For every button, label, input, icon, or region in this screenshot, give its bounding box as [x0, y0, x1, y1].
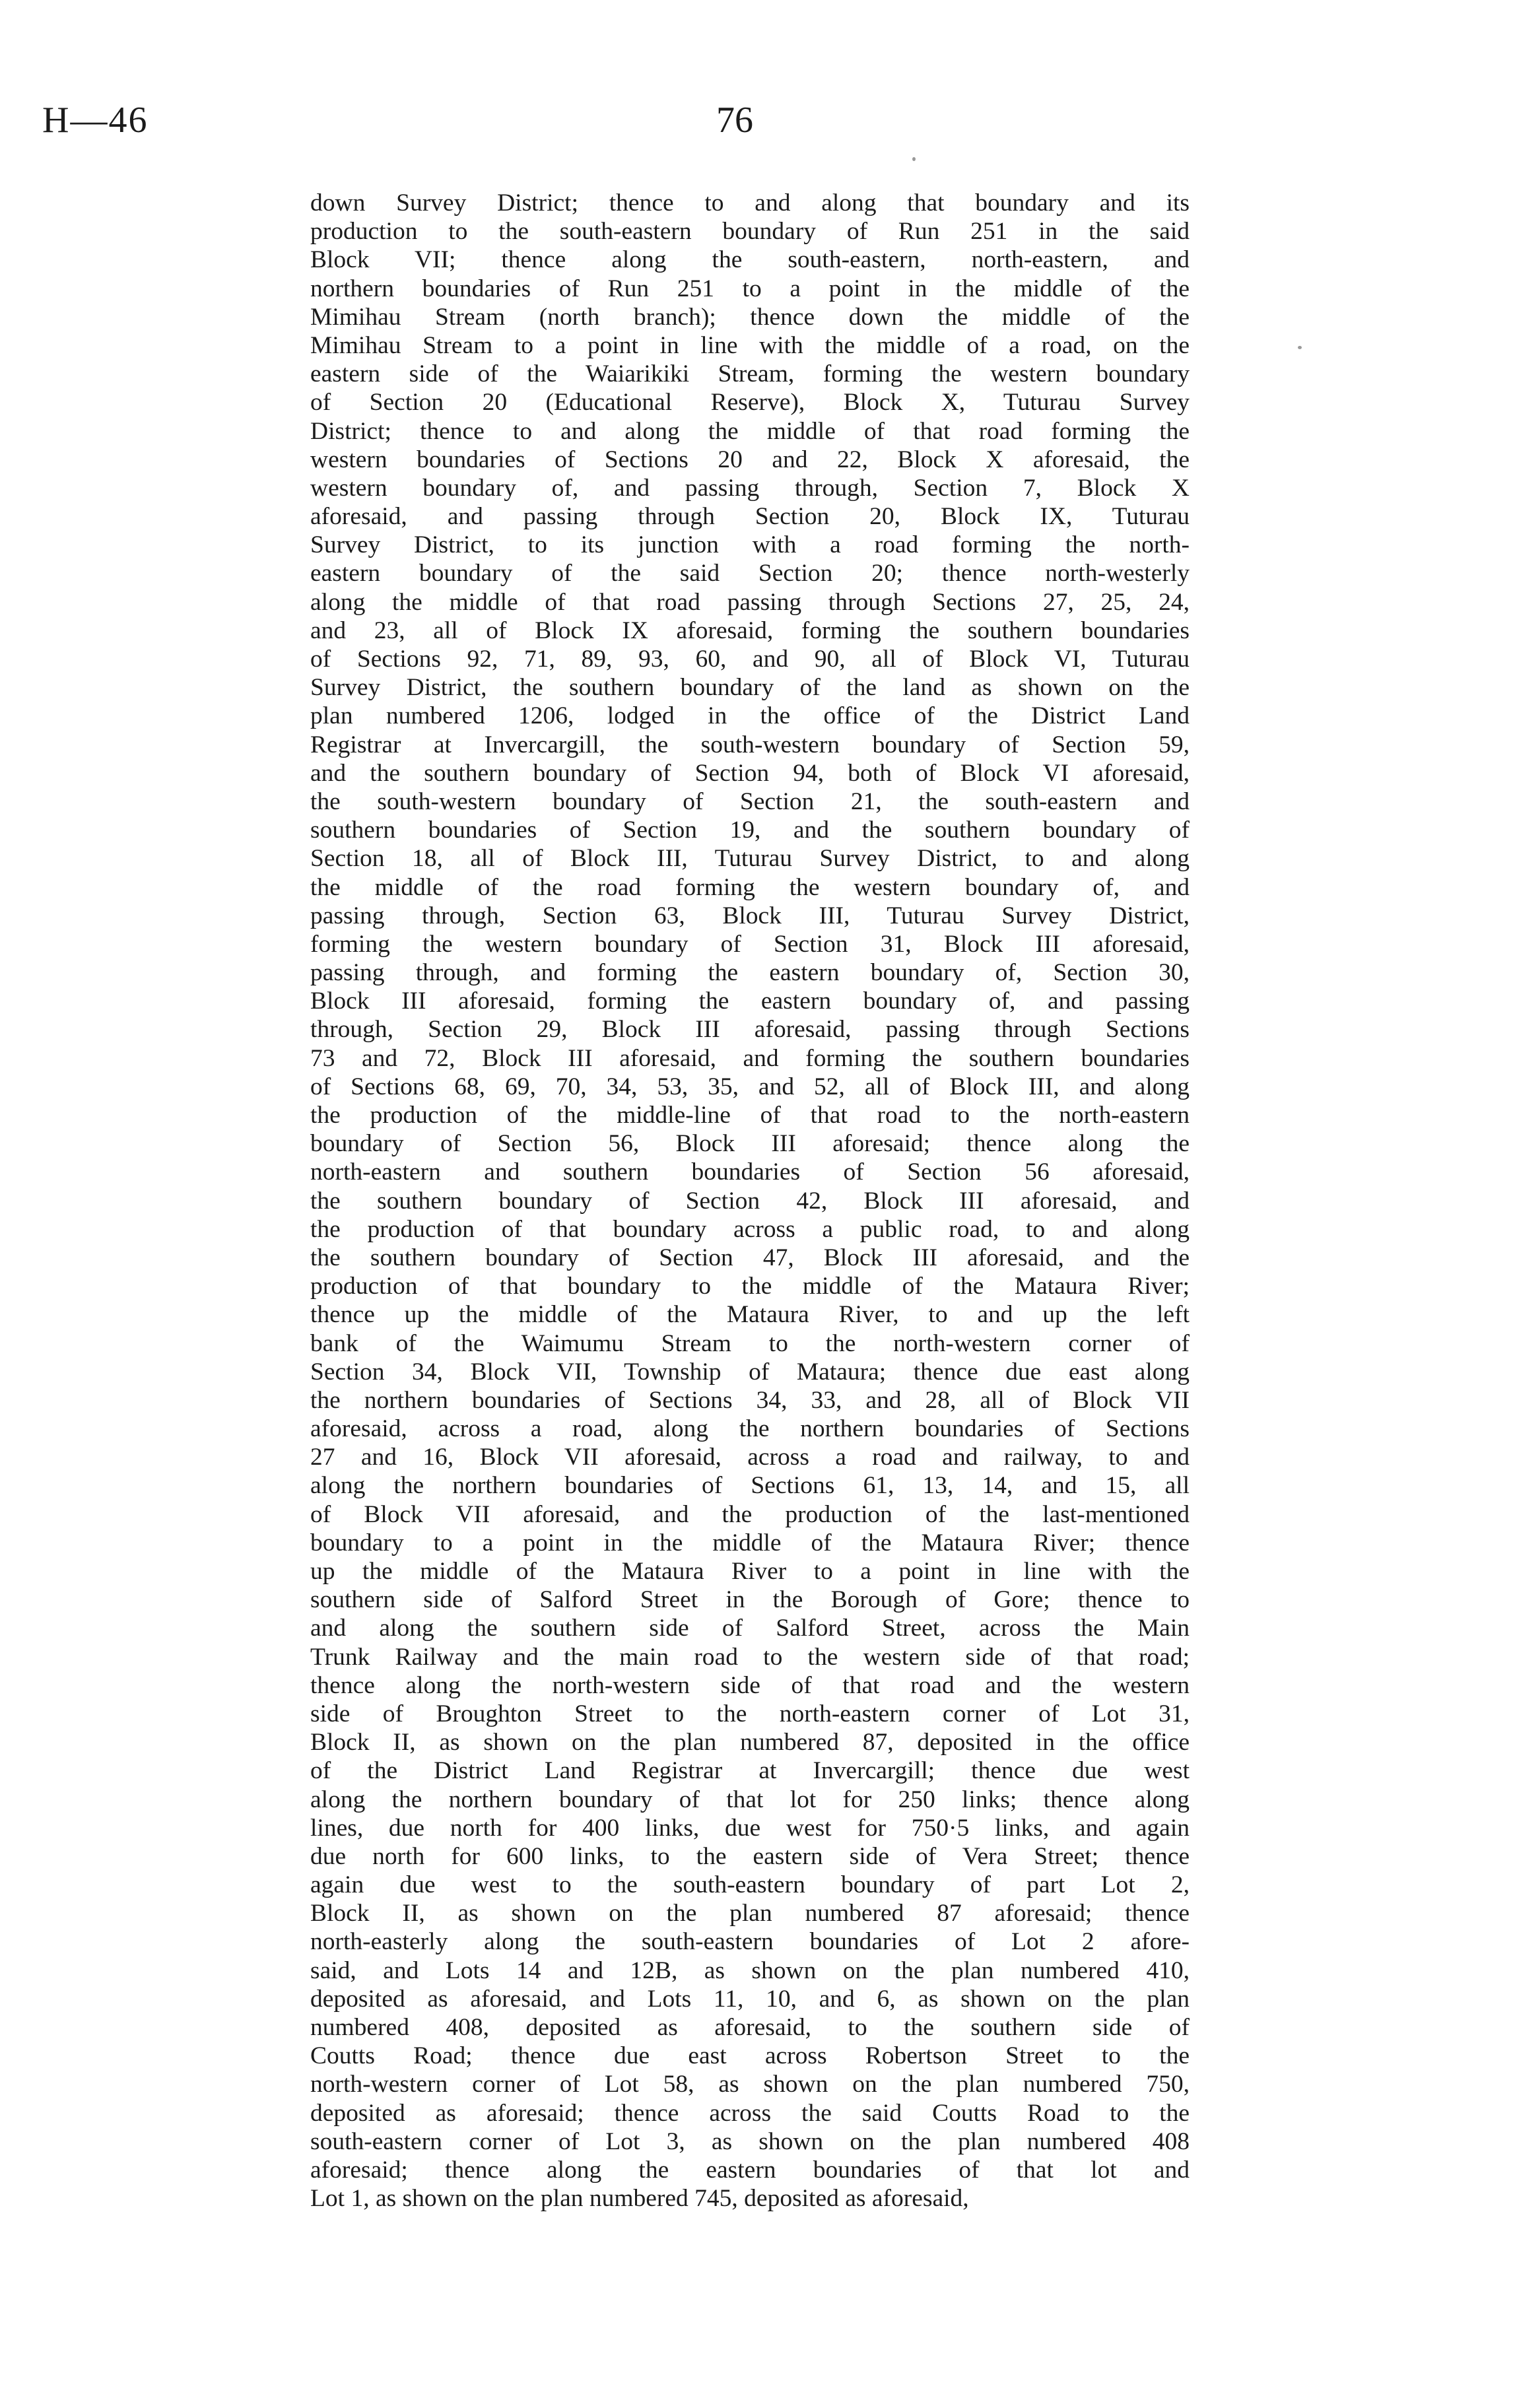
- text-line: lines, due north for 400 links, due west for 750·5 links, and again: [310, 1814, 1190, 1842]
- document-reference: H—46: [42, 100, 149, 141]
- text-line: along the northern boundaries of Sections 61, 13, 14, and 15, all: [310, 1472, 1190, 1500]
- text-line: along the northern boundary of that lot for 250 links; thence along: [310, 1786, 1190, 1813]
- scan-speck: [912, 157, 916, 161]
- scan-speck: [1298, 346, 1302, 349]
- text-line: production to the south-eastern boundary of Run 251 in the said: [310, 218, 1190, 246]
- text-line: the middle of the road forming the western boundary of, and: [310, 873, 1190, 901]
- text-line: production of that boundary to the middle of the Mataura River;: [310, 1273, 1190, 1300]
- text-line: 73 and 72, Block III aforesaid, and forming the southern boundaries: [310, 1044, 1190, 1072]
- text-line: the southern boundary of Section 47, Block III aforesaid, and the: [310, 1244, 1190, 1271]
- text-line: side of Broughton Street to the north-eastern corner of Lot 31,: [310, 1700, 1190, 1727]
- text-line: deposited as aforesaid; thence across the said Coutts Road to the: [310, 2099, 1190, 2127]
- text-line: the southern boundary of Section 42, Block III aforesaid, and: [310, 1187, 1190, 1215]
- text-line: through, Section 29, Block III aforesaid, passing through Sections: [310, 1016, 1190, 1044]
- text-line: north-western corner of Lot 58, as shown on the plan numbered 750,: [310, 2071, 1190, 2098]
- text-line: and the southern boundary of Section 94, both of Block VI aforesaid,: [310, 759, 1190, 787]
- text-line: eastern boundary of the said Section 20; thence north-westerly: [310, 560, 1190, 587]
- text-line: again due west to the south-eastern boundary of part Lot 2,: [310, 1871, 1190, 1899]
- text-line: of Block VII aforesaid, and the production of the last-mentioned: [310, 1500, 1190, 1528]
- text-line: due north for 600 links, to the eastern side of Vera Street; thence: [310, 1842, 1190, 1870]
- text-line: Section 18, all of Block III, Tuturau Survey District, to and along: [310, 845, 1190, 873]
- text-line: Block II, as shown on the plan numbered 87, deposited in the office: [310, 1729, 1190, 1756]
- text-line: deposited as aforesaid, and Lots 11, 10, and 6, as shown on the plan: [310, 1985, 1190, 2013]
- text-line: southern side of Salford Street in the Borough of Gore; thence to: [310, 1586, 1190, 1614]
- text-line: boundary of Section 56, Block III aforesaid; thence along the: [310, 1130, 1190, 1158]
- text-line: District; thence to and along the middle of that road forming the: [310, 417, 1190, 445]
- text-line: 27 and 16, Block VII aforesaid, across a road and railway, to and: [310, 1444, 1190, 1471]
- text-line: passing through, and forming the eastern boundary of, Section 30,: [310, 959, 1190, 987]
- text-line: up the middle of the Mataura River to a point in line with the: [310, 1558, 1190, 1585]
- text-line: the production of that boundary across a public road, to and along: [310, 1215, 1190, 1243]
- text-line: Mimihau Stream to a point in line with the middle of a road, on the: [310, 331, 1190, 359]
- text-line: Section 34, Block VII, Township of Mataura; thence due east along: [310, 1358, 1190, 1386]
- text-line: Survey District, to its junction with a road forming the north-: [310, 531, 1190, 559]
- text-line: and 23, all of Block IX aforesaid, forming the southern boundaries: [310, 617, 1190, 644]
- text-line: aforesaid, across a road, along the northern boundaries of Sections: [310, 1415, 1190, 1443]
- text-line: Survey District, the southern boundary of the land as shown on the: [310, 674, 1190, 702]
- text-line: and along the southern side of Salford Street, across the Main: [310, 1615, 1190, 1642]
- text-line: northern boundaries of Run 251 to a point in the middle of the: [310, 275, 1190, 302]
- text-line: north-easterly along the south-eastern boundaries of Lot 2 afore-: [310, 1928, 1190, 1956]
- text-line: north-eastern and southern boundaries of Section 56 aforesaid,: [310, 1158, 1190, 1186]
- text-line: the northern boundaries of Sections 34, 33, and 28, all of Block VII: [310, 1386, 1190, 1414]
- page-number: 76: [716, 100, 753, 141]
- text-line: Coutts Road; thence due east across Robertson Street to the: [310, 2042, 1190, 2070]
- text-line: the south-western boundary of Section 21, the south-eastern and: [310, 787, 1190, 815]
- text-line: eastern side of the Waiarikiki Stream, forming the western boundary: [310, 360, 1190, 388]
- text-line: down Survey District; thence to and along that boundary and its: [310, 189, 1190, 217]
- text-line: of Section 20 (Educational Reserve), Block X, Tuturau Survey: [310, 389, 1190, 417]
- text-line: bank of the Waimumu Stream to the north-western corner of: [310, 1329, 1190, 1357]
- text-line: Trunk Railway and the main road to the western side of that road;: [310, 1643, 1190, 1671]
- text-line: Block II, as shown on the plan numbered 87 aforesaid; thence: [310, 1900, 1190, 1927]
- text-line: western boundaries of Sections 20 and 22, Block X aforesaid, the: [310, 446, 1190, 473]
- text-line: passing through, Section 63, Block III, Tuturau Survey District,: [310, 902, 1190, 929]
- text-line: plan numbered 1206, lodged in the office of the District Land: [310, 702, 1190, 730]
- text-line: Mimihau Stream (north branch); thence down the middle of the: [310, 303, 1190, 331]
- text-line: thence up the middle of the Mataura River, to and up the left: [310, 1301, 1190, 1329]
- text-line: of Sections 68, 69, 70, 34, 53, 35, and 52, all of Block III, and along: [310, 1073, 1190, 1100]
- text-line: forming the western boundary of Section 31, Block III aforesaid,: [310, 930, 1190, 958]
- text-line: western boundary of, and passing through, Section 7, Block X: [310, 474, 1190, 502]
- text-line: Block III aforesaid, forming the eastern boundary of, and passing: [310, 987, 1190, 1015]
- text-line: Registrar at Invercargill, the south-western boundary of Section 59,: [310, 731, 1190, 758]
- text-line: of the District Land Registrar at Invercargill; thence due west: [310, 1757, 1190, 1785]
- text-line: along the middle of that road passing through Sections 27, 25, 24,: [310, 588, 1190, 616]
- text-line: boundary to a point in the middle of the Mataura River; thence: [310, 1529, 1190, 1556]
- text-line: aforesaid, and passing through Section 20, Block IX, Tuturau: [310, 503, 1190, 531]
- text-line: south-eastern corner of Lot 3, as shown on the plan numbered 408: [310, 2127, 1190, 2155]
- text-line: southern boundaries of Section 19, and the southern boundary of: [310, 817, 1190, 844]
- text-line: Block VII; thence along the south-eastern, north-eastern, and: [310, 246, 1190, 274]
- text-line: thence along the north-western side of that road and the western: [310, 1671, 1190, 1699]
- text-line: the production of the middle-line of that road to the north-eastern: [310, 1102, 1190, 1129]
- text-line: numbered 408, deposited as aforesaid, to the southern side of: [310, 2014, 1190, 2041]
- legal-description-text: [310, 189, 1190, 2327]
- text-line: Lot 1, as shown on the plan numbered 745, deposited as aforesaid,: [310, 2185, 969, 2213]
- text-line: aforesaid; thence along the eastern boundaries of that lot and: [310, 2156, 1190, 2184]
- text-line: said, and Lots 14 and 12B, as shown on the plan numbered 410,: [310, 1956, 1190, 1984]
- text-line: of Sections 92, 71, 89, 93, 60, and 90, all of Block VI, Tuturau: [310, 646, 1190, 673]
